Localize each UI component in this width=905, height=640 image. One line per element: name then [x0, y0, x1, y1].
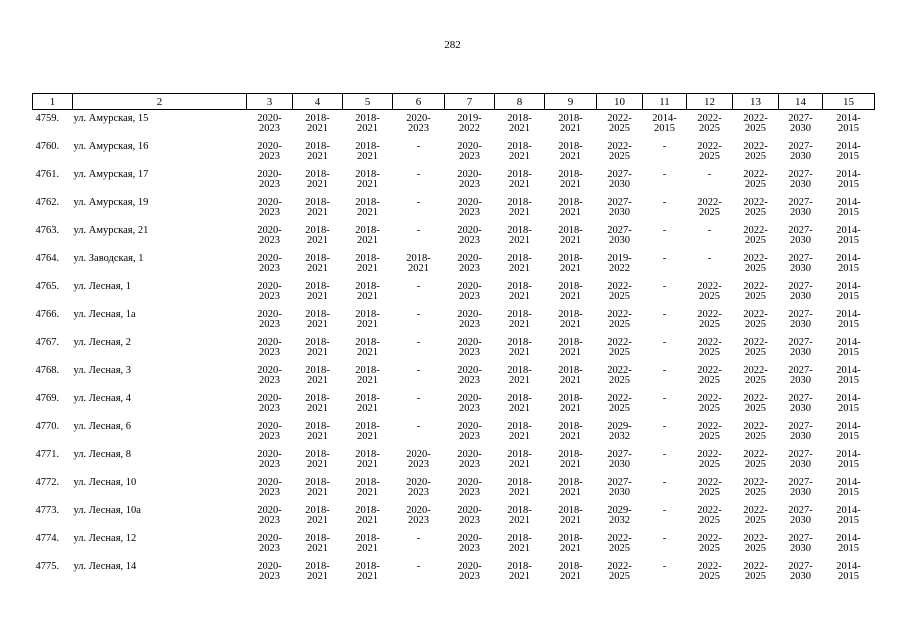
period-cell: 2022- 2025 — [697, 421, 722, 442]
period-cell: 2027- 2030 — [788, 533, 813, 554]
column-header: 5 — [343, 94, 393, 110]
period-cell: 2018- 2021 — [355, 113, 380, 134]
address-cell: ул. Амурская, 16 — [73, 141, 149, 152]
period-cell: 2020- 2023 — [257, 113, 282, 134]
period-cell: 2022- 2025 — [743, 337, 768, 358]
period-cell: 2022- 2025 — [743, 197, 768, 218]
period-cell: 2018- 2021 — [558, 253, 583, 274]
row-number: 4767. — [35, 337, 60, 348]
period-cell: - — [662, 253, 667, 264]
period-cell: 2022- 2025 — [743, 225, 768, 246]
period-cell: 2020- 2023 — [457, 561, 482, 582]
period-cell: 2014- 2015 — [836, 477, 861, 498]
period-cell: 2020- 2023 — [257, 309, 282, 330]
table-row — [33, 226, 875, 254]
period-cell: 2018- 2021 — [406, 253, 431, 274]
period-cell: 2014- 2015 — [836, 113, 861, 134]
period-cell: 2018- 2021 — [558, 281, 583, 302]
period-cell: - — [662, 365, 667, 376]
period-cell: 2014- 2015 — [836, 421, 861, 442]
period-cell: 2018- 2021 — [355, 197, 380, 218]
column-header: 15 — [823, 94, 875, 110]
period-cell: 2020- 2023 — [257, 169, 282, 190]
row-number: 4766. — [35, 309, 60, 320]
period-cell: 2020- 2023 — [257, 533, 282, 554]
row-number: 4770. — [35, 421, 60, 432]
schedule-table — [32, 93, 875, 590]
period-cell: 2022- 2025 — [743, 421, 768, 442]
period-cell: 2018- 2021 — [305, 225, 330, 246]
period-cell: - — [416, 533, 421, 544]
period-cell: 2022- 2025 — [743, 309, 768, 330]
period-cell: 2022- 2025 — [743, 561, 768, 582]
period-cell: 2020- 2023 — [457, 533, 482, 554]
period-cell: 2014- 2015 — [836, 365, 861, 386]
table-row — [33, 198, 875, 226]
period-cell: 2018- 2021 — [507, 477, 532, 498]
column-header: 7 — [445, 94, 495, 110]
column-header: 10 — [597, 94, 643, 110]
period-cell: 2020- 2023 — [457, 281, 482, 302]
period-cell: 2029- 2032 — [607, 505, 632, 526]
address-cell: ул. Лесная, 8 — [73, 449, 132, 460]
address-cell: ул. Лесная, 10а — [73, 505, 141, 516]
period-cell: 2018- 2021 — [558, 169, 583, 190]
period-cell: 2018- 2021 — [507, 337, 532, 358]
period-cell: 2027- 2030 — [788, 449, 813, 470]
column-header: 9 — [545, 94, 597, 110]
period-cell: 2022- 2025 — [743, 505, 768, 526]
period-cell: 2018- 2021 — [507, 393, 532, 414]
period-cell: 2020- 2023 — [257, 365, 282, 386]
table-row — [33, 394, 875, 422]
period-cell: 2022- 2025 — [697, 365, 722, 386]
period-cell: 2018- 2021 — [305, 169, 330, 190]
period-cell: 2018- 2021 — [558, 309, 583, 330]
table-row — [33, 170, 875, 198]
row-number: 4775. — [35, 561, 60, 572]
period-cell: 2022- 2025 — [697, 505, 722, 526]
period-cell: 2022- 2025 — [743, 365, 768, 386]
period-cell: 2020- 2023 — [457, 449, 482, 470]
row-number: 4764. — [35, 253, 60, 264]
period-cell: 2020- 2023 — [457, 169, 482, 190]
period-cell: 2022- 2025 — [607, 309, 632, 330]
period-cell: 2027- 2030 — [788, 281, 813, 302]
period-cell: 2022- 2025 — [743, 113, 768, 134]
period-cell: 2022- 2025 — [743, 477, 768, 498]
row-number: 4769. — [35, 393, 60, 404]
column-header: 1 — [33, 94, 73, 110]
address-cell: ул. Заводская, 1 — [73, 253, 144, 264]
period-cell: - — [662, 421, 667, 432]
period-cell: 2027- 2030 — [788, 505, 813, 526]
table-row — [33, 478, 875, 506]
period-cell: 2022- 2025 — [607, 365, 632, 386]
row-number: 4761. — [35, 169, 60, 180]
period-cell: 2020- 2023 — [257, 505, 282, 526]
period-cell: 2018- 2021 — [558, 393, 583, 414]
period-cell: 2018- 2021 — [355, 281, 380, 302]
table-row — [33, 534, 875, 562]
period-cell: - — [416, 309, 421, 320]
period-cell: 2018- 2021 — [355, 225, 380, 246]
address-cell: ул. Лесная, 1 — [73, 281, 132, 292]
period-cell: - — [416, 141, 421, 152]
period-cell: 2018- 2021 — [355, 561, 380, 582]
period-cell: 2018- 2021 — [507, 225, 532, 246]
period-cell: 2018- 2021 — [355, 141, 380, 162]
period-cell: 2020- 2023 — [457, 365, 482, 386]
period-cell: 2019- 2022 — [607, 253, 632, 274]
address-cell: ул. Лесная, 2 — [73, 337, 132, 348]
period-cell: - — [662, 337, 667, 348]
period-cell: 2027- 2030 — [788, 421, 813, 442]
period-cell: 2020- 2023 — [406, 449, 431, 470]
period-cell: 2020- 2023 — [257, 281, 282, 302]
period-cell: - — [662, 281, 667, 292]
period-cell: 2018- 2021 — [558, 113, 583, 134]
period-cell: - — [662, 505, 667, 516]
table-row — [33, 366, 875, 394]
period-cell: 2020- 2023 — [257, 449, 282, 470]
period-cell: - — [416, 561, 421, 572]
period-cell: 2018- 2021 — [507, 169, 532, 190]
period-cell: - — [662, 449, 667, 460]
row-number: 4762. — [35, 197, 60, 208]
period-cell: 2018- 2021 — [558, 365, 583, 386]
period-cell: 2020- 2023 — [257, 253, 282, 274]
period-cell: 2018- 2021 — [507, 561, 532, 582]
period-cell: 2020- 2023 — [406, 505, 431, 526]
address-cell: ул. Лесная, 1а — [73, 309, 136, 320]
period-cell: - — [416, 421, 421, 432]
period-cell: 2022- 2025 — [697, 533, 722, 554]
period-cell: 2027- 2030 — [788, 113, 813, 134]
period-cell: 2018- 2021 — [355, 169, 380, 190]
period-cell: 2020- 2023 — [406, 113, 431, 134]
period-cell: 2014- 2015 — [652, 113, 677, 134]
period-cell: 2022- 2025 — [743, 169, 768, 190]
period-cell: 2018- 2021 — [305, 309, 330, 330]
period-cell: - — [662, 477, 667, 488]
address-cell: ул. Амурская, 21 — [73, 225, 149, 236]
period-cell: - — [662, 141, 667, 152]
period-cell: - — [416, 393, 421, 404]
period-cell: 2014- 2015 — [836, 253, 861, 274]
column-header: 4 — [293, 94, 343, 110]
period-cell: 2020- 2023 — [257, 225, 282, 246]
period-cell: 2018- 2021 — [305, 281, 330, 302]
address-cell: ул. Лесная, 6 — [73, 421, 132, 432]
column-header: 14 — [779, 94, 823, 110]
period-cell: 2018- 2021 — [305, 505, 330, 526]
period-cell: 2020- 2023 — [457, 421, 482, 442]
period-cell: 2018- 2021 — [558, 449, 583, 470]
period-cell: 2014- 2015 — [836, 449, 861, 470]
period-cell: 2018- 2021 — [355, 393, 380, 414]
address-cell: ул. Лесная, 12 — [73, 533, 137, 544]
address-cell: ул. Амурская, 17 — [73, 169, 149, 180]
column-header: 8 — [495, 94, 545, 110]
table-row — [33, 562, 875, 590]
period-cell: 2027- 2030 — [788, 197, 813, 218]
period-cell: 2020- 2023 — [457, 197, 482, 218]
period-cell: 2022- 2025 — [743, 281, 768, 302]
address-cell: ул. Лесная, 4 — [73, 393, 132, 404]
period-cell: 2014- 2015 — [836, 533, 861, 554]
period-cell: 2018- 2021 — [305, 533, 330, 554]
period-cell: 2020- 2023 — [457, 393, 482, 414]
period-cell: 2018- 2021 — [355, 253, 380, 274]
period-cell: 2018- 2021 — [355, 365, 380, 386]
period-cell: - — [662, 393, 667, 404]
table-row — [33, 110, 875, 143]
column-header: 12 — [687, 94, 733, 110]
period-cell: 2018- 2021 — [355, 449, 380, 470]
period-cell: 2018- 2021 — [507, 253, 532, 274]
period-cell: 2018- 2021 — [355, 533, 380, 554]
period-cell: 2018- 2021 — [507, 505, 532, 526]
period-cell: 2018- 2021 — [558, 505, 583, 526]
period-cell: 2022- 2025 — [607, 393, 632, 414]
period-cell: 2018- 2021 — [355, 505, 380, 526]
period-cell: - — [416, 225, 421, 236]
period-cell: 2027- 2030 — [788, 337, 813, 358]
address-cell: ул. Лесная, 14 — [73, 561, 137, 572]
address-cell: ул. Амурская, 19 — [73, 197, 149, 208]
period-cell: - — [662, 225, 667, 236]
period-cell: 2027- 2030 — [788, 309, 813, 330]
period-cell: 2018- 2021 — [305, 141, 330, 162]
period-cell: 2020- 2023 — [406, 477, 431, 498]
period-cell: 2018- 2021 — [355, 477, 380, 498]
period-cell: 2018- 2021 — [507, 113, 532, 134]
period-cell: 2020- 2023 — [457, 505, 482, 526]
period-cell: 2027- 2030 — [788, 225, 813, 246]
period-cell: - — [662, 197, 667, 208]
row-number: 4773. — [35, 505, 60, 516]
period-cell: 2020- 2023 — [457, 309, 482, 330]
period-cell: 2027- 2030 — [607, 477, 632, 498]
period-cell: 2018- 2021 — [507, 449, 532, 470]
period-cell: 2018- 2021 — [355, 309, 380, 330]
period-cell: 2018- 2021 — [558, 477, 583, 498]
period-cell: 2014- 2015 — [836, 393, 861, 414]
period-cell: 2018- 2021 — [305, 113, 330, 134]
period-cell: 2018- 2021 — [507, 309, 532, 330]
table-row — [33, 422, 875, 450]
period-cell: 2022- 2025 — [607, 561, 632, 582]
period-cell: 2018- 2021 — [305, 561, 330, 582]
period-cell: 2020- 2023 — [457, 477, 482, 498]
period-cell: 2014- 2015 — [836, 281, 861, 302]
period-cell: 2022- 2025 — [697, 113, 722, 134]
period-cell: 2018- 2021 — [355, 421, 380, 442]
period-cell: 2018- 2021 — [305, 421, 330, 442]
row-number: 4771. — [35, 449, 60, 460]
period-cell: 2022- 2025 — [697, 477, 722, 498]
period-cell: - — [662, 561, 667, 572]
column-header: 3 — [247, 94, 293, 110]
period-cell: - — [416, 197, 421, 208]
period-cell: 2018- 2021 — [305, 197, 330, 218]
period-cell: 2014- 2015 — [836, 197, 861, 218]
period-cell: 2027- 2030 — [788, 477, 813, 498]
period-cell: 2014- 2015 — [836, 309, 861, 330]
period-cell: 2022- 2025 — [697, 141, 722, 162]
period-cell: 2022- 2025 — [743, 393, 768, 414]
column-header: 6 — [393, 94, 445, 110]
period-cell: - — [707, 169, 712, 180]
period-cell: 2014- 2015 — [836, 169, 861, 190]
period-cell: 2022- 2025 — [607, 337, 632, 358]
table-body — [33, 110, 875, 591]
period-cell: 2018- 2021 — [507, 197, 532, 218]
period-cell: 2020- 2023 — [457, 337, 482, 358]
period-cell: 2022- 2025 — [697, 561, 722, 582]
period-cell: 2020- 2023 — [257, 393, 282, 414]
period-cell: 2029- 2032 — [607, 421, 632, 442]
period-cell: 2022- 2025 — [697, 449, 722, 470]
period-cell: 2022- 2025 — [743, 253, 768, 274]
period-cell: 2018- 2021 — [305, 337, 330, 358]
address-cell: ул. Лесная, 10 — [73, 477, 137, 488]
period-cell: 2018- 2021 — [558, 141, 583, 162]
column-header: 2 — [73, 94, 247, 110]
period-cell: 2022- 2025 — [607, 141, 632, 162]
period-cell: 2018- 2021 — [305, 365, 330, 386]
period-cell: 2027- 2030 — [788, 561, 813, 582]
period-cell: 2014- 2015 — [836, 561, 861, 582]
period-cell: 2022- 2025 — [697, 337, 722, 358]
period-cell: 2019- 2022 — [457, 113, 482, 134]
period-cell: 2020- 2023 — [457, 225, 482, 246]
period-cell: 2018- 2021 — [305, 449, 330, 470]
column-header: 13 — [733, 94, 779, 110]
column-header: 11 — [643, 94, 687, 110]
table-row — [33, 142, 875, 170]
period-cell: 2018- 2021 — [305, 253, 330, 274]
period-cell: 2027- 2030 — [607, 225, 632, 246]
period-cell: 2020- 2023 — [257, 421, 282, 442]
period-cell: 2027- 2030 — [788, 253, 813, 274]
period-cell: 2018- 2021 — [558, 337, 583, 358]
row-number: 4765. — [35, 281, 60, 292]
period-cell: 2027- 2030 — [788, 169, 813, 190]
row-number: 4774. — [35, 533, 60, 544]
table-row — [33, 338, 875, 366]
period-cell: 2020- 2023 — [257, 561, 282, 582]
table-row — [33, 450, 875, 478]
period-cell: - — [416, 169, 421, 180]
period-cell: 2020- 2023 — [457, 141, 482, 162]
period-cell: 2018- 2021 — [507, 281, 532, 302]
period-cell: - — [662, 533, 667, 544]
period-cell: 2018- 2021 — [507, 365, 532, 386]
period-cell: 2018- 2021 — [558, 561, 583, 582]
period-cell: 2022- 2025 — [607, 281, 632, 302]
period-cell: 2027- 2030 — [788, 365, 813, 386]
period-cell: - — [416, 365, 421, 376]
period-cell: - — [416, 281, 421, 292]
period-cell: 2020- 2023 — [257, 477, 282, 498]
period-cell: 2014- 2015 — [836, 337, 861, 358]
row-number: 4759. — [35, 113, 60, 124]
period-cell: 2022- 2025 — [743, 141, 768, 162]
period-cell: 2018- 2021 — [305, 477, 330, 498]
row-number: 4760. — [35, 141, 60, 152]
period-cell: 2020- 2023 — [257, 337, 282, 358]
period-cell: - — [662, 169, 667, 180]
table-row — [33, 282, 875, 310]
period-cell: 2018- 2021 — [558, 421, 583, 442]
period-cell: 2027- 2030 — [788, 393, 813, 414]
period-cell: - — [707, 225, 712, 236]
period-cell: 2022- 2025 — [697, 197, 722, 218]
period-cell: 2027- 2030 — [788, 141, 813, 162]
row-number: 4772. — [35, 477, 60, 488]
table-row — [33, 254, 875, 282]
period-cell: - — [662, 309, 667, 320]
period-cell: 2022- 2025 — [607, 113, 632, 134]
period-cell: - — [416, 337, 421, 348]
row-number: 4768. — [35, 365, 60, 376]
period-cell: 2022- 2025 — [743, 449, 768, 470]
period-cell: 2018- 2021 — [507, 141, 532, 162]
period-cell: - — [707, 253, 712, 264]
period-cell: 2020- 2023 — [457, 253, 482, 274]
address-cell: ул. Амурская, 15 — [73, 113, 149, 124]
period-cell: 2027- 2030 — [607, 169, 632, 190]
period-cell: 2027- 2030 — [607, 449, 632, 470]
period-cell: 2018- 2021 — [305, 393, 330, 414]
period-cell: 2027- 2030 — [607, 197, 632, 218]
period-cell: 2018- 2021 — [558, 225, 583, 246]
period-cell: 2018- 2021 — [507, 421, 532, 442]
table-row — [33, 506, 875, 534]
period-cell: 2020- 2023 — [257, 197, 282, 218]
page-number: 282 — [444, 39, 461, 51]
period-cell: 2020- 2023 — [257, 141, 282, 162]
period-cell: 2022- 2025 — [607, 533, 632, 554]
table-row — [33, 310, 875, 338]
period-cell: 2014- 2015 — [836, 505, 861, 526]
period-cell: 2022- 2025 — [743, 533, 768, 554]
period-cell: 2014- 2015 — [836, 225, 861, 246]
period-cell: 2018- 2021 — [355, 337, 380, 358]
period-cell: 2018- 2021 — [558, 197, 583, 218]
period-cell: 2022- 2025 — [697, 281, 722, 302]
row-number: 4763. — [35, 225, 60, 236]
column-number-row — [33, 94, 875, 110]
period-cell: 2018- 2021 — [558, 533, 583, 554]
address-cell: ул. Лесная, 3 — [73, 365, 132, 376]
period-cell: 2014- 2015 — [836, 141, 861, 162]
period-cell: 2022- 2025 — [697, 309, 722, 330]
period-cell: 2018- 2021 — [507, 533, 532, 554]
period-cell: 2022- 2025 — [697, 393, 722, 414]
